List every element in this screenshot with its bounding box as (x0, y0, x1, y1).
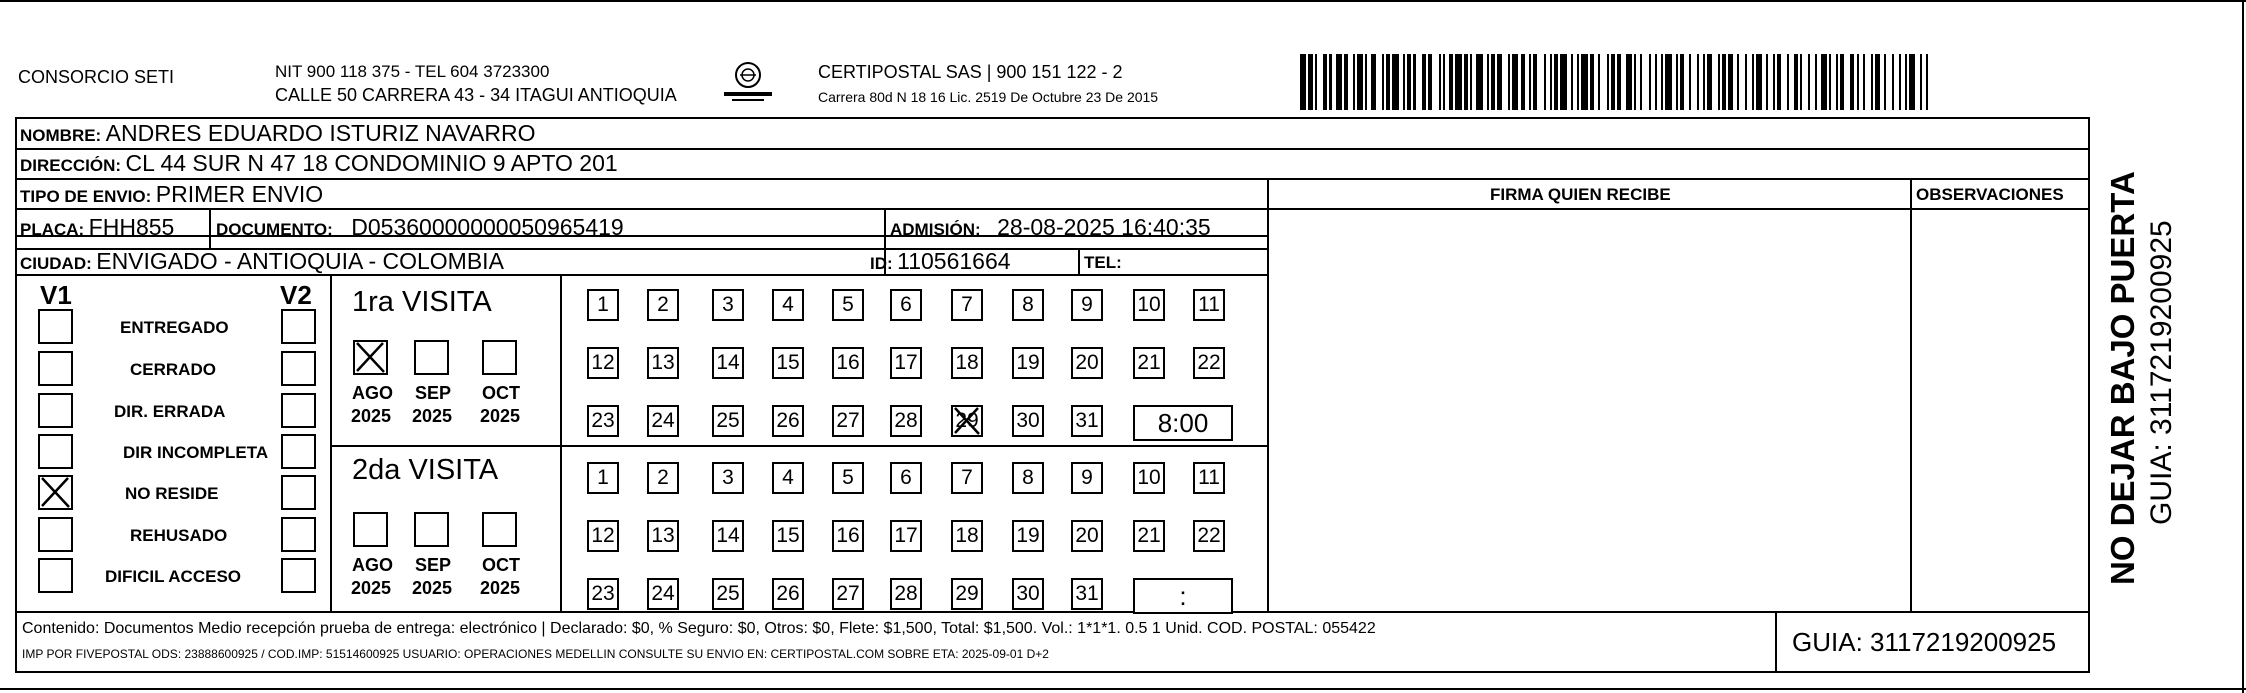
visit-divider (330, 445, 1268, 447)
reason-label: ENTREGADO (120, 318, 229, 337)
reason-v1-checkbox[interactable] (38, 434, 73, 469)
row-line (15, 208, 2090, 210)
row-line (15, 178, 2090, 180)
year-label: 2025 (350, 406, 392, 426)
day-box[interactable]: 13 (647, 347, 679, 379)
day-box[interactable]: 28 (890, 405, 922, 437)
reason-v2-checkbox[interactable] (281, 351, 316, 386)
day-box[interactable]: 5 (832, 289, 864, 321)
visit1-title: 1ra VISITA (352, 286, 492, 318)
day-box[interactable]: 22 (1193, 520, 1225, 552)
v2-label: V2 (280, 280, 312, 310)
month-label: OCT (482, 555, 520, 575)
nit-line: NIT 900 118 375 - TEL 604 3723300 (275, 62, 550, 81)
day-box[interactable]: 31 (1071, 578, 1103, 610)
tipo-row (20, 183, 323, 206)
day-box[interactable]: 10 (1133, 462, 1165, 494)
day-box[interactable]: 28 (890, 578, 922, 610)
reason-v2-checkbox[interactable] (281, 393, 316, 428)
barcode-bar (1928, 54, 1934, 110)
reason-label: DIR. ERRADA (114, 402, 226, 421)
day-box[interactable]: 21 (1133, 520, 1165, 552)
reason-v1-checkbox[interactable] (38, 558, 73, 593)
day-box[interactable]: 20 (1071, 347, 1103, 379)
placa-divider (209, 208, 211, 248)
tel-label: TEL: (1084, 253, 1122, 272)
reason-v2-checkbox[interactable] (281, 309, 316, 344)
day-box[interactable]: 26 (772, 578, 804, 610)
year-label: 2025 (411, 406, 453, 426)
day-box[interactable]: 3 (712, 462, 744, 494)
day-box[interactable]: 18 (951, 347, 983, 379)
calendar-divider (560, 274, 562, 612)
month-checkbox[interactable] (482, 340, 517, 375)
day-box[interactable]: 15 (772, 347, 804, 379)
reason-v2-checkbox[interactable] (281, 475, 316, 510)
reason-label: NO RESIDE (125, 484, 219, 503)
day-box[interactable]: 21 (1133, 347, 1165, 379)
day-box[interactable]: 8 (1012, 462, 1044, 494)
month-label: OCT (482, 383, 520, 403)
day-box[interactable]: 6 (890, 462, 922, 494)
month-checkbox[interactable] (482, 512, 517, 547)
footer-line (15, 611, 2090, 613)
day-box[interactable]: 23 (587, 405, 619, 437)
tel-divider (1078, 248, 1080, 274)
day-box[interactable]: 17 (890, 347, 922, 379)
day-box[interactable]: 9 (1071, 462, 1103, 494)
day-box[interactable]: 1 (587, 289, 619, 321)
reason-v1-checkbox[interactable] (38, 517, 73, 552)
day-box[interactable]: 4 (772, 289, 804, 321)
reasons-divider (330, 274, 332, 612)
day-box[interactable]: 19 (1012, 520, 1044, 552)
day-box[interactable]: 5 (832, 462, 864, 494)
day-box[interactable]: 8 (1012, 289, 1044, 321)
month-checkbox[interactable] (353, 340, 388, 375)
day-box[interactable]: 12 (587, 520, 619, 552)
month-checkbox[interactable] (414, 512, 449, 547)
reason-label: DIR INCOMPLETA (123, 443, 269, 462)
day-box[interactable]: 25 (712, 405, 744, 437)
day-box[interactable]: 7 (951, 289, 983, 321)
direccion-row (20, 152, 618, 175)
month-checkbox[interactable] (414, 340, 449, 375)
reason-v1-checkbox[interactable] (38, 351, 73, 386)
day-box[interactable]: 1 (587, 462, 619, 494)
time-box[interactable]: : (1133, 578, 1233, 614)
reason-v2-checkbox[interactable] (281, 558, 316, 593)
documento-label: DOCUMENTO: (216, 220, 333, 239)
row-line (15, 274, 1268, 276)
documento-value: D05360000000050965419 (351, 214, 624, 240)
day-box[interactable]: 16 (832, 347, 864, 379)
day-box[interactable]: 29 (951, 405, 983, 437)
year-label: 2025 (411, 578, 453, 598)
signature-left-border (1267, 178, 1269, 612)
day-box[interactable]: 2 (647, 462, 679, 494)
tipo-label: TIPO DE ENVIO: (20, 187, 152, 206)
main-form-frame (15, 117, 2090, 673)
address-line: CALLE 50 CARRERA 43 - 34 ITAGUI ANTIOQUIA (275, 85, 677, 105)
day-box[interactable]: 24 (647, 578, 679, 610)
day-box[interactable]: 13 (647, 520, 679, 552)
time-box[interactable]: 8:00 (1133, 405, 1233, 441)
day-box[interactable]: 27 (832, 578, 864, 610)
direccion-label: DIRECCIÓN: (20, 156, 122, 175)
month-checkbox[interactable] (353, 512, 388, 547)
page-bottom-border (0, 688, 2246, 690)
company-name: CONSORCIO SETI (18, 67, 175, 87)
ciudad-row (20, 250, 504, 273)
direccion-value: CL 44 SUR N 47 18 CONDOMINIO 9 APTO 201 (125, 150, 618, 176)
day-box[interactable]: 29 (951, 578, 983, 610)
month-label: AGO (352, 555, 394, 575)
provider-sub: Carrera 80d N 18 16 Lic. 2519 De Octubre 23 De 2015 (818, 89, 1159, 105)
day-box[interactable]: 15 (772, 520, 804, 552)
tipo-value: PRIMER ENVIO (155, 181, 324, 207)
year-label: 2025 (479, 406, 521, 426)
reason-v1-checkbox[interactable] (38, 393, 73, 428)
day-box[interactable]: 18 (951, 520, 983, 552)
nombre-label: NOMBRE: (20, 126, 102, 145)
day-box[interactable]: 10 (1133, 289, 1165, 321)
year-label: 2025 (350, 578, 392, 598)
reason-label: DIFICIL ACCESO (105, 567, 242, 586)
reason-v1-checkbox[interactable] (38, 309, 73, 344)
day-box[interactable]: 20 (1071, 520, 1103, 552)
day-box[interactable]: 6 (890, 289, 922, 321)
id-value: 110561664 (897, 248, 1011, 274)
day-box[interactable]: 30 (1012, 405, 1044, 437)
reason-label: REHUSADO (130, 526, 228, 545)
day-box[interactable]: 11 (1193, 462, 1225, 494)
x-mark-icon (353, 340, 388, 375)
month-label: SEP (414, 383, 452, 403)
placa-label: PLACA: (20, 220, 85, 239)
admision-row (890, 216, 1211, 239)
day-box[interactable]: 31 (1071, 405, 1103, 437)
day-box[interactable]: 26 (772, 405, 804, 437)
day-box[interactable]: 22 (1193, 347, 1225, 379)
day-box[interactable]: 19 (1012, 347, 1044, 379)
day-box[interactable]: 12 (587, 347, 619, 379)
day-box[interactable]: 7 (951, 462, 983, 494)
id-row (870, 250, 1011, 273)
side-warning: NO DEJAR BAJO PUERTA (2104, 171, 2141, 585)
day-box[interactable]: 25 (712, 578, 744, 610)
day-box[interactable]: 14 (712, 520, 744, 552)
day-box[interactable]: 16 (832, 520, 864, 552)
reason-v2-checkbox[interactable] (281, 434, 316, 469)
day-box[interactable]: 3 (712, 289, 744, 321)
observaciones-header: OBSERVACIONES (1916, 185, 2064, 204)
day-box[interactable]: 27 (832, 405, 864, 437)
placa-value: FHH855 (88, 214, 175, 240)
reason-v2-checkbox[interactable] (281, 517, 316, 552)
observations-left-border (1910, 178, 1912, 612)
x-mark-icon (38, 475, 73, 510)
year-label: 2025 (479, 578, 521, 598)
day-box[interactable]: 4 (772, 462, 804, 494)
day-box[interactable]: 17 (890, 520, 922, 552)
page-right-border (2242, 0, 2244, 693)
day-box[interactable]: 14 (712, 347, 744, 379)
v1-label: V1 (40, 280, 72, 310)
reason-label: CERRADO (130, 360, 216, 379)
day-box[interactable]: 24 (647, 405, 679, 437)
documento-row (216, 216, 624, 239)
day-box[interactable]: 30 (1012, 578, 1044, 610)
nombre-row (20, 122, 535, 145)
nombre-value: ANDRES EDUARDO ISTURIZ NAVARRO (105, 120, 536, 146)
barcode (1300, 54, 1936, 110)
provider-line: CERTIPOSTAL SAS | 900 151 122 - 2 (818, 62, 1123, 82)
visit2-title: 2da VISITA (352, 454, 499, 486)
reason-v1-checkbox[interactable] (38, 475, 73, 510)
footer-guia: GUIA: 3117219200925 (1792, 627, 2057, 657)
footer-contenido: Contenido: Documentos Medio recepción prueba de entrega: electrónico | Declarado: $0, % Seguro: $0, Otros: $0, Flete: $1,500, Total: $1,500. Vol.: 1*1*1. 0.5 1 Unid. COD. POSTAL: 055422 (22, 620, 1376, 637)
certipostal-logo-icon (718, 60, 778, 106)
month-label: SEP (414, 555, 452, 575)
ciudad-label: CIUDAD: (20, 254, 92, 273)
day-box[interactable]: 23 (587, 578, 619, 610)
footer-imp: IMP POR FIVEPOSTAL ODS: 23888600925 / COD.IMP: 51514600925 USUARIO: OPERACIONES MEDELLIN CONSULTE SU ENVIO EN: CERTIPOSTAL.COM SOBRE ETA: 2025-09-01 D+2 (22, 647, 1049, 661)
tel-row (1084, 254, 1122, 272)
x-mark-icon (951, 405, 983, 437)
day-box[interactable]: 11 (1193, 289, 1225, 321)
month-label: AGO (352, 383, 394, 403)
footer-guia-divider (1775, 611, 1777, 673)
id-label: ID: (870, 254, 893, 273)
firma-header: FIRMA QUIEN RECIBE (1490, 185, 1671, 204)
admision-label: ADMISIÓN: (890, 220, 981, 239)
ciudad-value: ENVIGADO - ANTIOQUIA - COLOMBIA (96, 248, 504, 274)
side-guia: GUIA: 3117219200925 (2145, 220, 2178, 525)
top-border (0, 0, 2246, 2)
placa-row (20, 216, 174, 239)
day-box[interactable]: 9 (1071, 289, 1103, 321)
day-box[interactable]: 2 (647, 289, 679, 321)
admision-value: 28-08-2025 16:40:35 (997, 214, 1211, 240)
